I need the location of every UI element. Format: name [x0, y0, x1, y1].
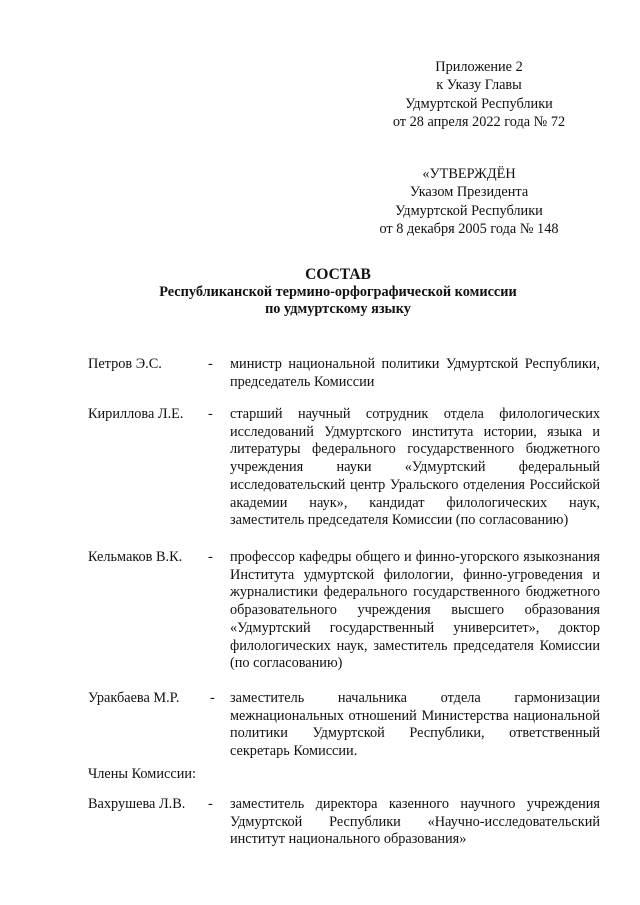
member-dash: - [208, 406, 213, 422]
attachment-line-3: Удмуртской Республики [405, 95, 553, 112]
member-entry [88, 690, 600, 761]
approval-line-4: от 8 декабря 2005 года № 148 [379, 221, 559, 238]
attachment-block [360, 58, 598, 132]
member-role: профессор кафедры общего и финно-угорского языкознания Института удмуртской филологии, финно-угроведения и журналистики федерального государственного бюджетного образовательного учреждения высшего образования «Удмуртский государственный университет», доктор филологических наук, заместитель председателя Комиссии (по согласованию) [230, 549, 600, 672]
approval-line-3: Удмуртской Республики [395, 202, 543, 219]
heading-line-1: Республиканской термино-орфографической комиссии [159, 283, 517, 300]
member-dash: - [210, 690, 215, 706]
document-heading [0, 266, 640, 319]
member-role: заместитель директора казенного научного учреждения Удмуртской Республики «Научно-исследовательский институт национального образования» [230, 796, 600, 848]
member-entry [88, 549, 600, 673]
member-name: Вахрушева Л.В. [88, 796, 186, 812]
attachment-line-1: Приложение 2 [435, 59, 523, 75]
commission-member-entry [88, 796, 600, 849]
heading-title: СОСТАВ [305, 266, 371, 283]
member-dash: - [208, 796, 213, 812]
approval-line-1: «УТВЕРЖДЁН [422, 166, 516, 182]
member-name: Петров Э.С. [88, 356, 162, 372]
approval-line-2: Указом Президента [409, 184, 529, 201]
member-role: старший научный сотрудник отдела филологических исследований Удмуртского института истории, языка и литературы федерального государственного бюджетного учреждения науки «Удмуртский федеральный исследовательский центр Уральского отделения Российской академии наук», кандидат филологических наук, заместитель председателя Комиссии (по согласованию) [230, 406, 600, 529]
member-name: Кельмаков В.К. [88, 549, 183, 565]
member-entry [88, 356, 600, 391]
attachment-line-4: от 28 апреля 2022 года № 72 [392, 114, 566, 131]
member-role: министр национальной политики Удмуртской Республики, председатель Комиссии [230, 356, 600, 390]
attachment-line-2: к Указу Главы [436, 77, 522, 94]
member-role: заместитель начальника отдела гармонизации межнациональных отношений Министерства национальной политики Удмуртской Республики, ответственный секретарь Комиссии. [230, 690, 600, 760]
member-dash: - [208, 356, 213, 372]
approval-block [358, 165, 580, 239]
heading-line-2: по удмуртскому языку [265, 301, 411, 318]
members-label: Члены Комиссии: [88, 766, 196, 782]
member-name: Кириллова Л.Е. [88, 406, 184, 422]
member-name: Уракбаева М.Р. [88, 690, 180, 706]
member-entry [88, 406, 600, 530]
member-dash: - [208, 549, 213, 565]
